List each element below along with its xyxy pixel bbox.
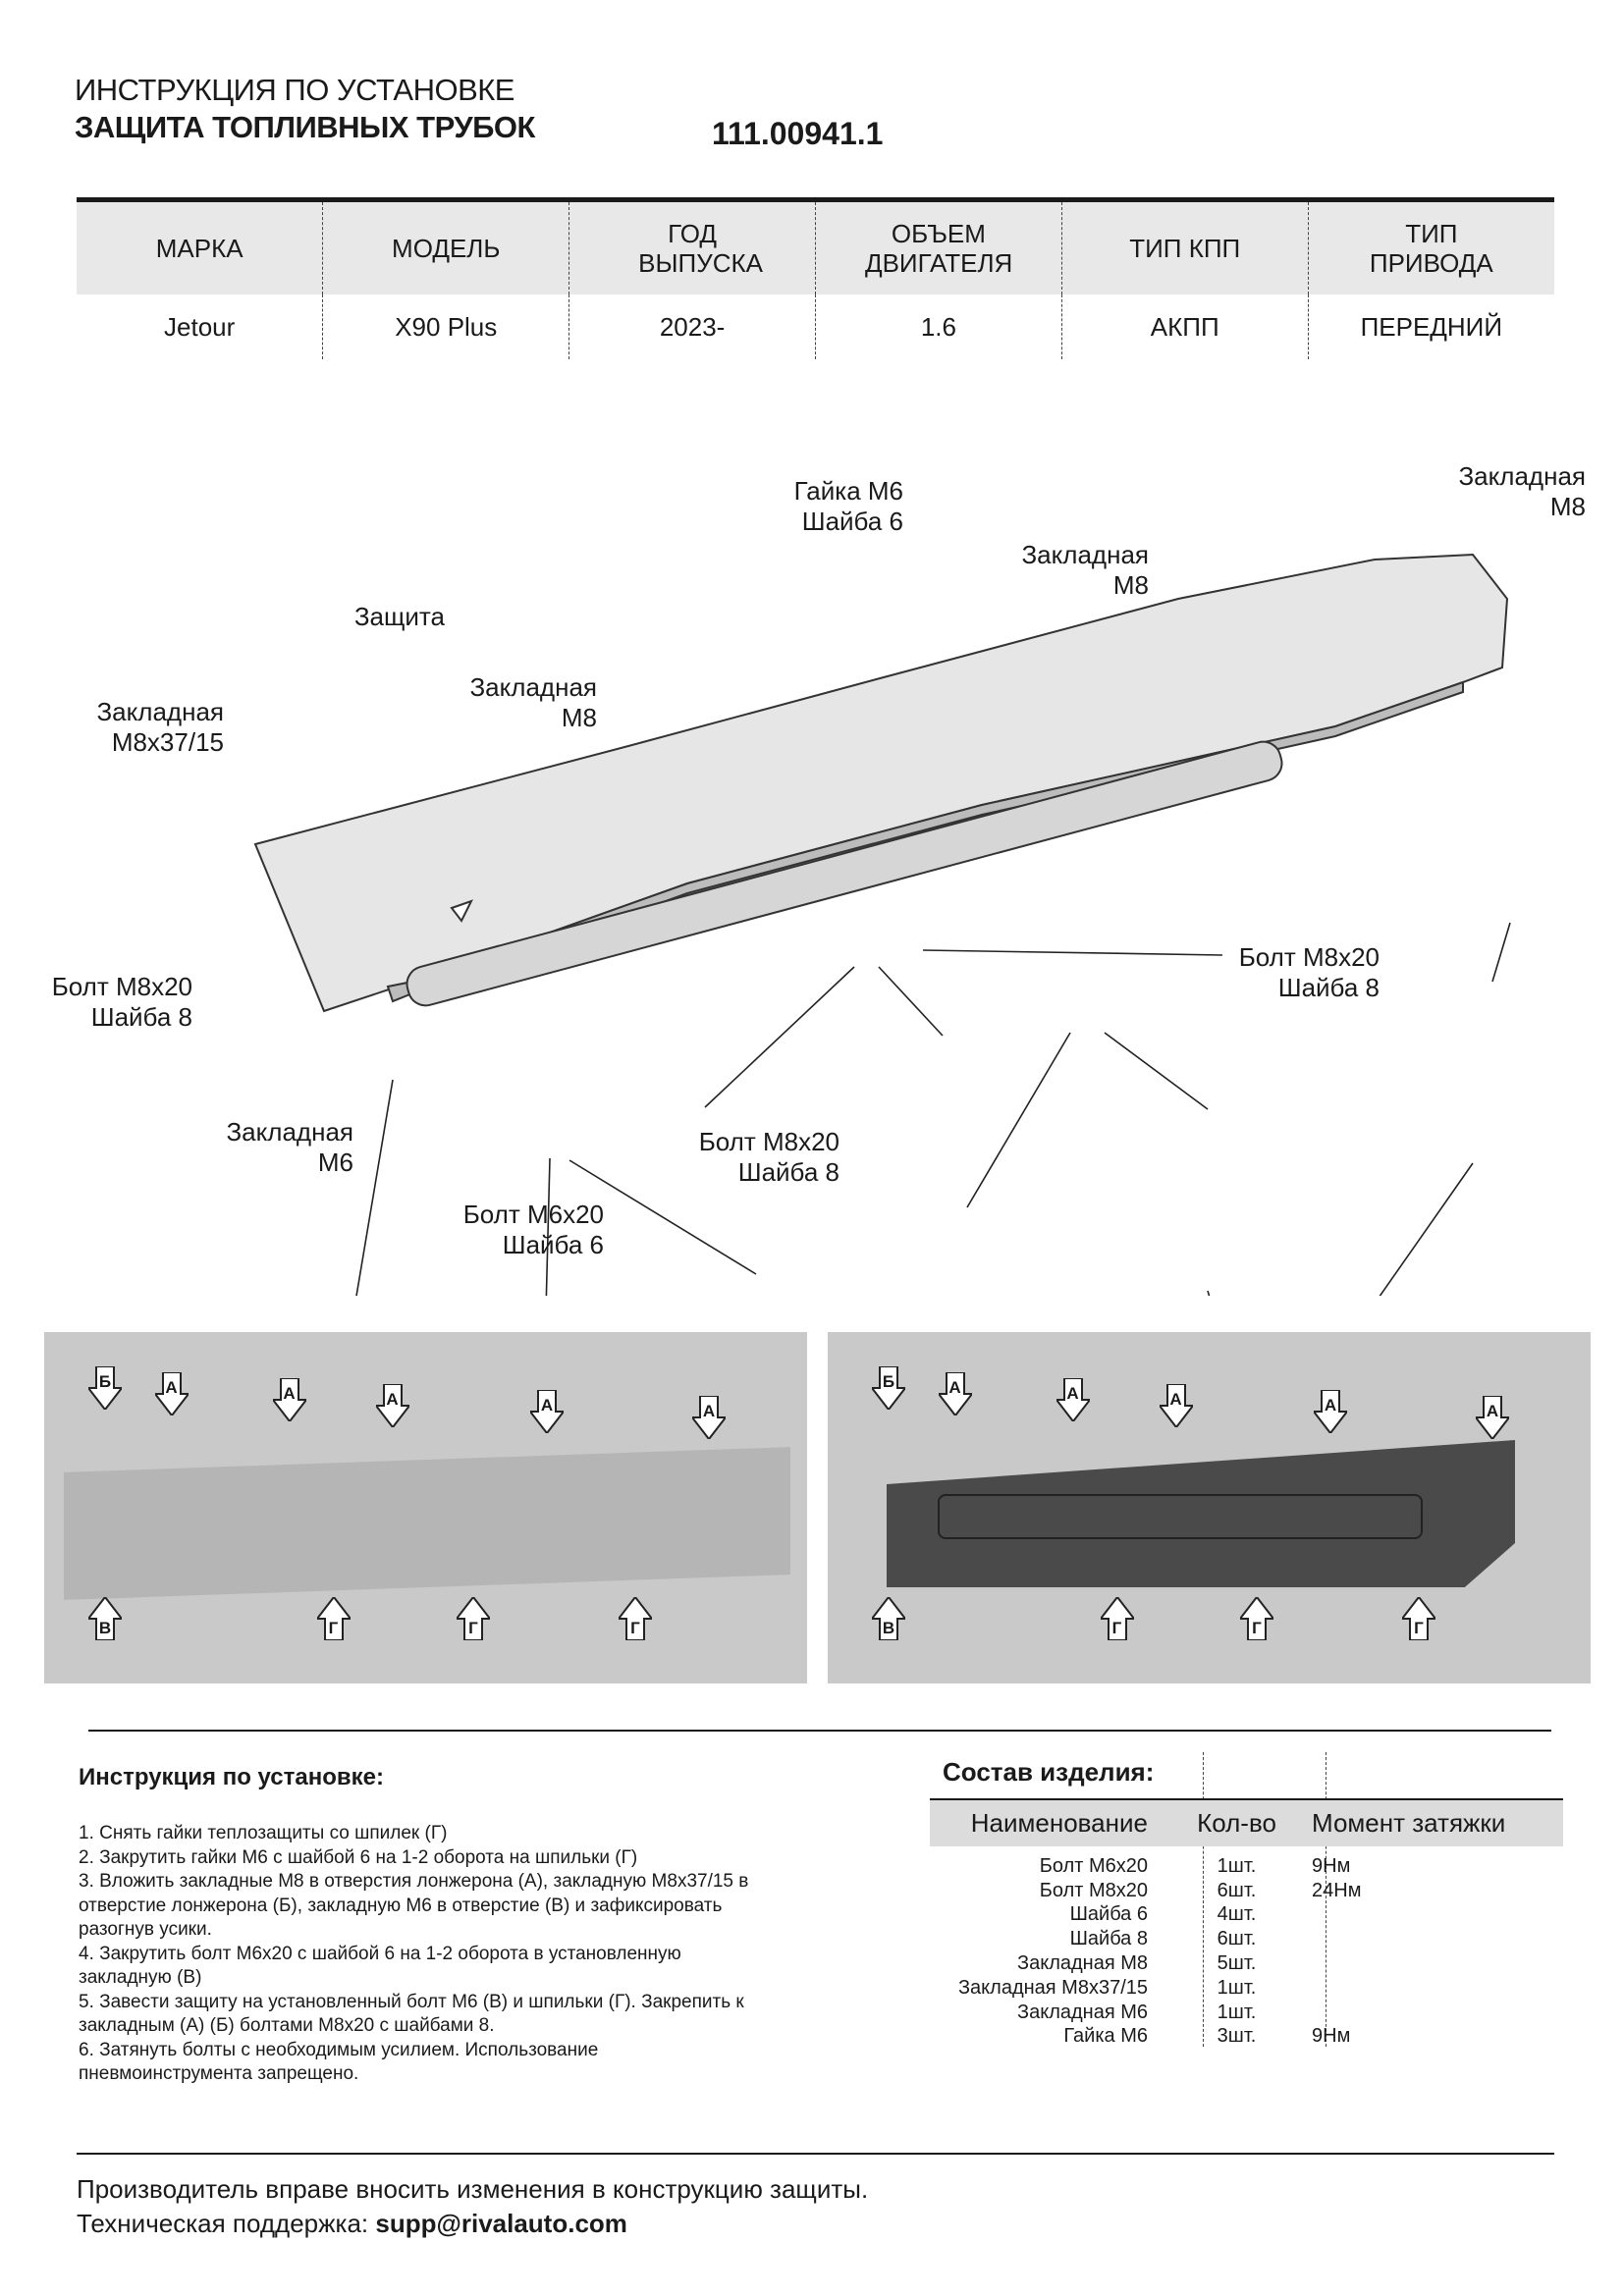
label-bolt-m6: Болт М6х20 Шайба 6 [462, 1200, 604, 1259]
parts-cell: Болт М6х20 [1039, 1854, 1148, 1877]
parts-cell: Закладная М8 [1017, 1952, 1148, 1975]
marker-arrow-up [1240, 1597, 1273, 1640]
step: 4. Закрутить болт М6х20 с шайбой 6 на 1-2 оборота в установленную закладную (В) [79, 1943, 681, 1988]
label-shield: Защита [353, 602, 445, 631]
marker-letter: Г [468, 1619, 478, 1637]
parts-cell: 5шт. [1217, 1952, 1257, 1975]
marker-letter: Г [1111, 1619, 1122, 1637]
parts-cell: 4шт. [1217, 1903, 1257, 1926]
parts-row [930, 1927, 1563, 1951]
marker-letter: Б [882, 1372, 895, 1391]
spec-header: МОДЕЛЬ [323, 202, 569, 294]
step: 6. Затянуть болты с необходимым усилием. Использование пневмоинструмента запрещено. [79, 2039, 599, 2084]
part-number: 111.00941.1 [712, 116, 884, 151]
marker-letter: А [283, 1384, 296, 1403]
marker-letter: А [702, 1402, 716, 1420]
marker-arrow-down [155, 1372, 189, 1415]
shield-slot [938, 1494, 1423, 1539]
marker-arrow-down [1314, 1390, 1347, 1433]
instructions-heading: Инструкция по установке: [79, 1764, 385, 1790]
marker-arrow-down [1056, 1378, 1090, 1421]
parts-cell: Закладная М6 [1017, 2001, 1148, 2023]
divider [77, 2153, 1554, 2155]
parts-table [930, 1798, 1563, 2049]
marker-letter: А [1169, 1390, 1182, 1409]
marker-letter: А [386, 1390, 399, 1409]
parts-cell: 1шт. [1217, 1976, 1257, 1999]
parts-cell: Шайба 8 [1069, 1928, 1148, 1950]
parts-row [930, 1879, 1563, 1903]
vehicle-spec-table [77, 197, 1554, 359]
spec-header: ТИП КПП [1061, 202, 1308, 294]
label-insert-m6: Закладная М6 [226, 1117, 353, 1177]
marker-arrow-up [88, 1597, 122, 1640]
marker-arrow-up [317, 1597, 351, 1640]
spec-header: ОБЪЕМ ДВИГАТЕЛЯ [815, 202, 1061, 294]
marker-letter: А [1324, 1396, 1337, 1415]
marker-arrow-up [1402, 1597, 1435, 1640]
marker-letter: А [1486, 1402, 1499, 1420]
parts-cell: 1шт. [1217, 1854, 1257, 1877]
photo-after-install [828, 1332, 1591, 1683]
marker-arrow-down [692, 1396, 726, 1439]
label-insert-m8x37: Закладная М8х37/15 [96, 697, 224, 757]
product-title: ЗАЩИТА ТОПЛИВНЫХ ТРУБОК [75, 110, 535, 144]
marker-arrow-down [530, 1390, 564, 1433]
parts-cell: Гайка М6 [1063, 2025, 1148, 2048]
parts-row [930, 2025, 1563, 2050]
spec-value: 2023- [569, 294, 816, 359]
parts-row [930, 1854, 1563, 1879]
support-email-link[interactable]: supp@rivalauto.com [375, 2209, 627, 2238]
frame-rail [64, 1447, 790, 1600]
marker-letter: Г [630, 1619, 640, 1637]
marker-arrow-down [1160, 1384, 1193, 1427]
marker-arrow-up [872, 1597, 905, 1640]
marker-arrow-up [1101, 1597, 1134, 1640]
parts-cell: 24Нм [1312, 1879, 1362, 1901]
parts-heading: Состав изделия: [943, 1757, 1155, 1787]
label-insert-m8-center: Закладная М8 [1021, 540, 1149, 600]
spec-header: ТИП ПРИВОДА [1308, 202, 1554, 294]
marker-arrow-down [939, 1372, 972, 1415]
label-insert-m8-left: Закладная М8 [469, 672, 597, 732]
support-line: Техническая поддержка: supp@rivalauto.com [77, 2209, 627, 2238]
spec-value: АКПП [1061, 294, 1308, 359]
parts-cell: 9Нм [1312, 1854, 1351, 1877]
marker-letter: А [1066, 1384, 1079, 1403]
marker-arrow-down [1476, 1396, 1509, 1439]
spec-header: ГОД ВЫПУСКА [569, 202, 816, 294]
step: 5. Завести защиту на установленный болт М6 (В) и шпильки (Г). Закрепить к закладным (А) (Б) болтами М8х20 с шайбами 8. [79, 1991, 744, 2036]
spec-value: 1.6 [815, 294, 1061, 359]
marker-arrow-down [376, 1384, 409, 1427]
parts-row [930, 1951, 1563, 1976]
label-insert-m8-top-right: Закладная М8 [1458, 461, 1586, 521]
spec-header: МАРКА [77, 202, 323, 294]
parts-row [930, 1903, 1563, 1928]
label-bolt-m8-bottom: Болт М8х20 Шайба 8 [698, 1127, 839, 1187]
divider [88, 1730, 1551, 1732]
step: 1. Снять гайки теплозащиты со шпилек (Г) [79, 1823, 448, 1843]
marker-letter: В [882, 1619, 895, 1637]
parts-cell: 9Нм [1312, 2025, 1351, 2048]
marker-arrow-down [273, 1378, 306, 1421]
marker-letter: В [98, 1619, 112, 1637]
marker-letter: Б [98, 1372, 112, 1391]
parts-cell: 6шт. [1217, 1928, 1257, 1950]
parts-cell: 3шт. [1217, 2025, 1257, 2048]
doc-type-title: ИНСТРУКЦИЯ ПО УСТАНОВКЕ [75, 73, 514, 107]
spec-value: X90 Plus [323, 294, 569, 359]
marker-letter: А [540, 1396, 554, 1415]
instructions-steps [79, 1822, 864, 2087]
parts-row [930, 1976, 1563, 2001]
spec-value: ПЕРЕДНИЙ [1308, 294, 1554, 359]
marker-letter: А [948, 1378, 961, 1397]
parts-row [930, 2001, 1563, 2025]
label-bolt-m8-left: Болт М8х20 Шайба 8 [51, 972, 192, 1032]
step: 2. Закрутить гайки М6 с шайбой 6 на 1-2 оборота на шпильки (Г) [79, 1846, 638, 1868]
parts-header: Наименование Кол-во Момент затяжки [930, 1798, 1563, 1846]
marker-arrow-down [88, 1366, 122, 1410]
spec-value: Jetour [164, 311, 236, 342]
parts-cell: Закладная М8х37/15 [957, 1976, 1148, 1999]
photo-before-install [44, 1332, 807, 1683]
label-bolt-m8-right: Болт М8х20 Шайба 8 [1238, 942, 1380, 1002]
marker-letter: Г [1252, 1619, 1262, 1637]
parts-cell: 6шт. [1217, 1879, 1257, 1901]
marker-letter: Г [328, 1619, 339, 1637]
parts-cell: Шайба 6 [1069, 1903, 1148, 1926]
step: 3. Вложить закладные М8 в отверстия лонжерона (А), закладную М8х37/15 в отверстие лонжерона (Б), закладную М6 в отверстие (В) и зафиксировать разогнув усики. [79, 1871, 749, 1940]
parts-cell: 1шт. [1217, 2001, 1257, 2023]
marker-arrow-down [872, 1366, 905, 1410]
label-nut-m6: Гайка М6 Шайба 6 [793, 476, 903, 536]
parts-cell: Болт М8х20 [1039, 1879, 1148, 1901]
marker-letter: Г [1414, 1619, 1424, 1637]
marker-arrow-up [457, 1597, 490, 1640]
marker-letter: А [165, 1378, 178, 1397]
disclaimer: Производитель вправе вносить изменения в конструкцию защиты. [77, 2174, 869, 2204]
marker-arrow-up [619, 1597, 652, 1640]
